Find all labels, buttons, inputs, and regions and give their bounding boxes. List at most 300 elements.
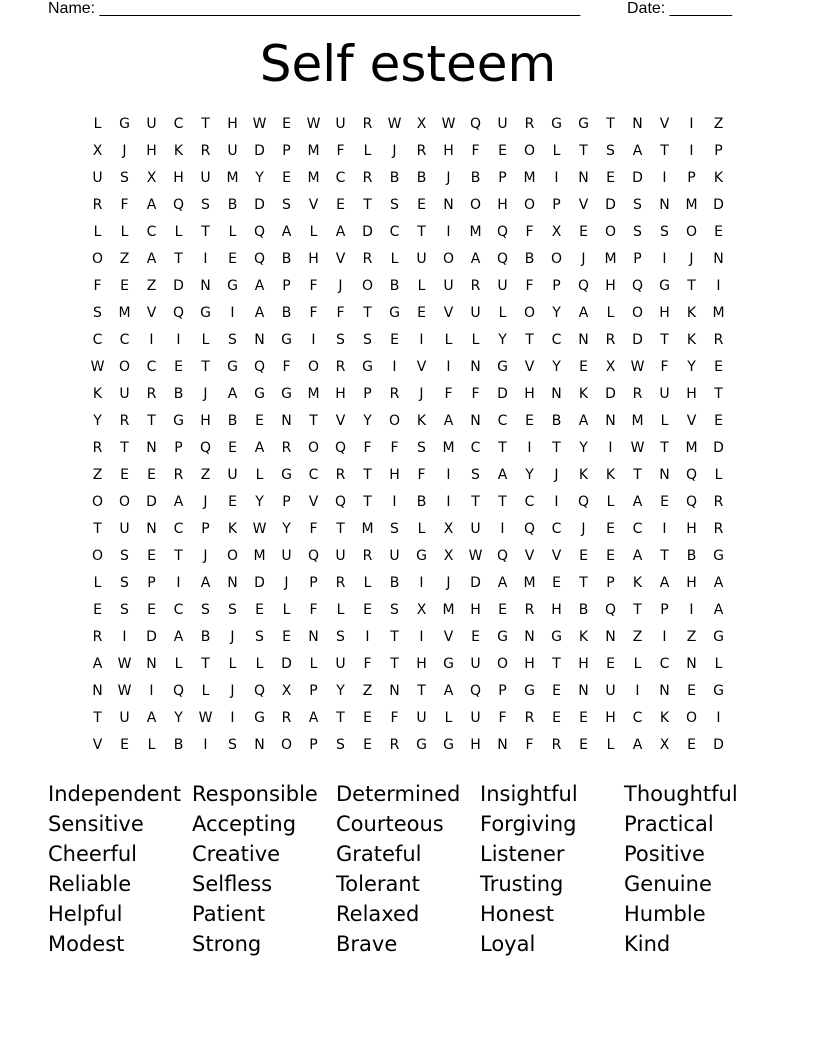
grid-letter: R	[713, 494, 724, 510]
word-bank-item: Thoughtful	[624, 782, 738, 806]
grid-letter: N	[686, 656, 697, 672]
grid-letter: P	[633, 251, 642, 267]
grid-letter: S	[201, 197, 210, 213]
grid-letter: E	[363, 737, 372, 753]
grid-letter: S	[417, 440, 426, 456]
grid-letter: Q	[631, 278, 644, 294]
grid-letter: A	[443, 683, 454, 699]
grid-letter: H	[200, 413, 211, 429]
grid-letter: T	[390, 629, 399, 645]
grid-letter: Q	[469, 116, 482, 132]
grid-letter: A	[308, 710, 319, 726]
grid-letter: U	[335, 656, 346, 672]
grid-letter: S	[390, 521, 399, 537]
grid-letter: I	[392, 359, 397, 375]
grid-letter: T	[417, 224, 426, 240]
grid-letter: B	[227, 413, 238, 429]
grid-letter: T	[201, 359, 210, 375]
name-field-label: Name: ______________________________________________________	[48, 0, 581, 17]
grid-letter: D	[173, 278, 184, 294]
grid-letter: Q	[199, 440, 212, 456]
grid-letter: O	[388, 413, 401, 429]
grid-letter: M	[307, 143, 320, 159]
grid-letter: E	[471, 629, 480, 645]
grid-letter: C	[551, 332, 562, 348]
grid-letter: J	[338, 278, 343, 294]
grid-letter: T	[93, 710, 102, 726]
grid-letter: I	[446, 467, 451, 483]
grid-letter: O	[226, 548, 239, 564]
grid-letter: F	[93, 278, 102, 294]
grid-letter: G	[281, 332, 292, 348]
grid-letter: G	[281, 386, 292, 402]
grid-letter: D	[713, 197, 724, 213]
word-bank-item: Sensitive	[48, 812, 144, 836]
grid-letter: E	[282, 170, 291, 186]
grid-letter: R	[362, 251, 373, 267]
word-bank-item: Reliable	[48, 872, 132, 896]
grid-letter: E	[660, 494, 669, 510]
grid-letter: V	[308, 494, 319, 510]
grid-letter: P	[201, 521, 210, 537]
grid-letter: T	[120, 440, 129, 456]
grid-letter: Y	[525, 467, 534, 483]
grid-letter: H	[686, 521, 697, 537]
grid-letter: T	[363, 494, 372, 510]
grid-letter: M	[442, 602, 455, 618]
grid-letter: S	[471, 467, 480, 483]
grid-letter: V	[659, 116, 670, 132]
grid-letter: I	[554, 494, 559, 510]
grid-letter: I	[446, 224, 451, 240]
grid-letter: I	[203, 737, 208, 753]
word-bank-item: Trusting	[480, 872, 564, 896]
word-bank-item: Tolerant	[336, 872, 420, 896]
grid-letter: O	[280, 737, 293, 753]
grid-letter: U	[470, 305, 481, 321]
grid-letter: L	[714, 656, 723, 672]
grid-letter: T	[336, 521, 345, 537]
grid-letter: I	[527, 440, 532, 456]
grid-letter: H	[416, 656, 427, 672]
grid-letter: I	[419, 629, 424, 645]
grid-letter: L	[255, 656, 264, 672]
grid-letter: R	[605, 332, 616, 348]
grid-letter: J	[203, 548, 208, 564]
grid-letter: A	[254, 440, 265, 456]
grid-letter: G	[713, 548, 724, 564]
grid-letter: F	[417, 467, 426, 483]
word-bank	[48, 779, 768, 959]
grid-letter: A	[497, 467, 508, 483]
grid-letter: R	[416, 143, 427, 159]
grid-letter: L	[417, 278, 426, 294]
word-bank-item: Honest	[480, 902, 555, 926]
grid-letter: W	[198, 710, 213, 726]
grid-letter: R	[335, 359, 346, 375]
grid-letter: G	[497, 359, 508, 375]
grid-letter: V	[524, 359, 535, 375]
grid-letter: D	[146, 494, 157, 510]
grid-letter: I	[500, 521, 505, 537]
grid-letter: Q	[685, 467, 698, 483]
grid-letter: O	[631, 305, 644, 321]
grid-letter: L	[714, 467, 723, 483]
grid-letter: I	[662, 521, 667, 537]
grid-letter: I	[419, 332, 424, 348]
grid-letter: E	[417, 305, 426, 321]
grid-letter: M	[226, 170, 239, 186]
grid-letter: V	[416, 359, 427, 375]
grid-letter: E	[147, 548, 156, 564]
word-bank-item: Accepting	[192, 812, 297, 836]
grid-letter: B	[389, 575, 400, 591]
grid-letter: Y	[255, 170, 264, 186]
grid-letter: G	[173, 413, 184, 429]
grid-letter: K	[659, 710, 670, 726]
grid-letter: F	[444, 386, 453, 402]
grid-letter: G	[713, 683, 724, 699]
grid-letter: B	[389, 170, 400, 186]
grid-letter: O	[523, 197, 536, 213]
grid-letter: F	[525, 278, 534, 294]
grid-letter: S	[633, 224, 642, 240]
grid-letter: U	[470, 521, 481, 537]
grid-letter: F	[471, 143, 480, 159]
grid-letter: U	[497, 116, 508, 132]
grid-letter: R	[362, 170, 373, 186]
grid-letter: Q	[307, 548, 320, 564]
grid-letter: L	[174, 224, 183, 240]
grid-letter: A	[578, 305, 589, 321]
grid-letter: B	[173, 386, 184, 402]
grid-letter: I	[608, 440, 613, 456]
grid-letter: H	[551, 602, 562, 618]
grid-letter: N	[659, 467, 670, 483]
word-bank-item: Listener	[480, 842, 565, 866]
grid-letter: R	[92, 440, 103, 456]
grid-letter: A	[254, 305, 265, 321]
grid-letter: U	[119, 386, 130, 402]
grid-letter: E	[174, 359, 183, 375]
grid-letter: I	[662, 629, 667, 645]
grid-letter: N	[308, 629, 319, 645]
grid-letter: E	[606, 548, 615, 564]
grid-letter: L	[255, 467, 264, 483]
grid-letter: G	[713, 629, 724, 645]
grid-letter: X	[551, 224, 562, 240]
grid-letter: D	[605, 197, 616, 213]
grid-letter: E	[120, 467, 129, 483]
grid-letter: H	[686, 575, 697, 591]
grid-letter: A	[632, 548, 643, 564]
grid-letter: E	[228, 251, 237, 267]
grid-letter: G	[254, 386, 265, 402]
grid-letter: E	[552, 710, 561, 726]
grid-letter: Y	[552, 359, 561, 375]
grid-letter: U	[470, 710, 481, 726]
grid-letter: I	[392, 494, 397, 510]
grid-letter: L	[444, 710, 453, 726]
grid-letter: B	[416, 170, 427, 186]
grid-letter: S	[120, 602, 129, 618]
grid-letter: J	[284, 575, 289, 591]
grid-letter: U	[416, 251, 427, 267]
grid-letter: R	[335, 575, 346, 591]
grid-letter: W	[387, 116, 402, 132]
grid-letter: E	[282, 629, 291, 645]
grid-letter: S	[606, 143, 615, 159]
grid-letter: H	[173, 170, 184, 186]
grid-letter: T	[552, 656, 561, 672]
grid-letter: J	[392, 143, 397, 159]
grid-letter: X	[443, 521, 454, 537]
grid-letter: Q	[172, 683, 185, 699]
grid-letter: V	[578, 197, 589, 213]
grid-letter: L	[201, 332, 210, 348]
grid-letter: I	[365, 629, 370, 645]
grid-letter: F	[390, 440, 399, 456]
grid-letter: F	[336, 305, 345, 321]
grid-letter: I	[203, 251, 208, 267]
grid-letter: P	[660, 602, 669, 618]
grid-letter: W	[90, 359, 105, 375]
grid-letter: I	[689, 602, 694, 618]
grid-letter: E	[147, 467, 156, 483]
grid-letter: U	[605, 683, 616, 699]
grid-letter: D	[605, 386, 616, 402]
grid-letter: E	[579, 737, 588, 753]
grid-letter: L	[282, 602, 291, 618]
grid-letter: B	[578, 602, 589, 618]
grid-letter: S	[255, 629, 264, 645]
grid-letter: N	[443, 197, 454, 213]
grid-letter: N	[659, 683, 670, 699]
grid-letter: I	[311, 332, 316, 348]
grid-letter: W	[117, 683, 132, 699]
grid-letter: D	[254, 197, 265, 213]
grid-letter: H	[470, 602, 481, 618]
word-search-grid	[84, 111, 732, 759]
grid-letter: Q	[496, 548, 509, 564]
grid-letter: J	[581, 251, 586, 267]
grid-letter: L	[228, 224, 237, 240]
grid-letter: N	[605, 629, 616, 645]
grid-letter: V	[443, 305, 454, 321]
grid-letter: M	[604, 251, 617, 267]
grid-letter: R	[119, 413, 130, 429]
grid-letter: N	[524, 629, 535, 645]
grid-letter: A	[146, 197, 157, 213]
grid-letter: T	[417, 683, 426, 699]
grid-letter: P	[363, 386, 372, 402]
grid-letter: H	[389, 467, 400, 483]
grid-letter: M	[631, 413, 644, 429]
grid-letter: X	[416, 116, 427, 132]
grid-letter: S	[363, 332, 372, 348]
grid-letter: A	[713, 575, 724, 591]
grid-letter: D	[632, 170, 643, 186]
grid-letter: S	[390, 602, 399, 618]
grid-letter: C	[146, 224, 157, 240]
grid-letter: E	[363, 602, 372, 618]
grid-letter: V	[551, 548, 562, 564]
grid-letter: B	[416, 494, 427, 510]
grid-letter: L	[309, 656, 318, 672]
grid-letter: H	[146, 143, 157, 159]
grid-letter: J	[446, 575, 451, 591]
grid-letter: C	[92, 332, 103, 348]
grid-letter: L	[363, 143, 372, 159]
grid-letter: L	[498, 305, 507, 321]
grid-letter: V	[524, 548, 535, 564]
grid-letter: K	[578, 467, 589, 483]
grid-letter: Y	[174, 710, 183, 726]
grid-letter: Q	[577, 494, 590, 510]
word-bank-item: Humble	[624, 902, 706, 926]
grid-letter: E	[714, 413, 723, 429]
grid-letter: D	[281, 656, 292, 672]
grid-letter: T	[390, 656, 399, 672]
grid-letter: I	[554, 170, 559, 186]
grid-letter: C	[524, 494, 535, 510]
grid-letter: P	[309, 737, 318, 753]
grid-letter: Q	[604, 602, 617, 618]
grid-letter: J	[230, 683, 235, 699]
grid-letter: N	[254, 332, 265, 348]
grid-letter: E	[255, 602, 264, 618]
grid-letter: D	[146, 629, 157, 645]
grid-letter: P	[687, 170, 696, 186]
grid-letter: T	[471, 494, 480, 510]
grid-letter: P	[498, 683, 507, 699]
word-bank-item: Strong	[192, 932, 262, 956]
grid-letter: Q	[334, 440, 347, 456]
grid-letter: S	[228, 602, 237, 618]
grid-letter: A	[470, 251, 481, 267]
grid-letter: D	[470, 575, 481, 591]
grid-letter: U	[443, 278, 454, 294]
grid-letter: A	[659, 575, 670, 591]
grid-letter: F	[525, 737, 534, 753]
grid-letter: N	[551, 386, 562, 402]
grid-letter: B	[200, 629, 211, 645]
grid-letter: Q	[172, 305, 185, 321]
grid-letter: I	[716, 278, 721, 294]
grid-letter: S	[93, 305, 102, 321]
grid-letter: R	[524, 116, 535, 132]
grid-letter: F	[363, 440, 372, 456]
grid-letter: M	[469, 224, 482, 240]
grid-letter: A	[146, 710, 157, 726]
grid-letter: T	[633, 602, 642, 618]
grid-letter: E	[687, 683, 696, 699]
grid-letter: S	[336, 332, 345, 348]
grid-letter: Q	[469, 683, 482, 699]
grid-letter: A	[632, 143, 643, 159]
grid-letter: Q	[253, 359, 266, 375]
grid-letter: T	[633, 467, 642, 483]
grid-letter: H	[524, 656, 535, 672]
word-bank-item: Courteous	[336, 812, 444, 836]
grid-letter: R	[281, 440, 292, 456]
grid-letter: P	[552, 197, 561, 213]
grid-letter: P	[714, 143, 723, 159]
grid-letter: Y	[336, 683, 345, 699]
grid-letter: N	[578, 332, 589, 348]
word-bank-item: Independent	[48, 782, 182, 806]
grid-letter: H	[659, 305, 670, 321]
grid-letter: P	[174, 440, 183, 456]
grid-letter: D	[713, 737, 724, 753]
grid-letter: P	[606, 575, 615, 591]
grid-letter: M	[523, 170, 536, 186]
grid-letter: O	[685, 710, 698, 726]
grid-letter: N	[632, 116, 643, 132]
grid-letter: Z	[362, 683, 373, 699]
grid-letter: T	[714, 386, 723, 402]
grid-letter: G	[200, 305, 211, 321]
grid-letter: N	[578, 170, 589, 186]
grid-letter: O	[496, 656, 509, 672]
grid-letter: S	[390, 197, 399, 213]
grid-letter: O	[361, 278, 374, 294]
grid-letter: I	[662, 251, 667, 267]
grid-letter: R	[173, 467, 184, 483]
grid-letter: L	[417, 521, 426, 537]
grid-letter: N	[470, 359, 481, 375]
grid-letter: B	[281, 251, 292, 267]
grid-letter: P	[282, 143, 291, 159]
grid-letter: P	[282, 278, 291, 294]
grid-letter: R	[389, 386, 400, 402]
grid-letter: L	[93, 116, 102, 132]
grid-letter: J	[419, 386, 424, 402]
grid-letter: C	[146, 359, 157, 375]
grid-letter: A	[443, 413, 454, 429]
grid-letter: T	[660, 143, 669, 159]
grid-letter: C	[551, 521, 562, 537]
grid-letter: N	[146, 521, 157, 537]
grid-letter: L	[660, 413, 669, 429]
grid-letter: C	[173, 116, 184, 132]
grid-letter: C	[389, 224, 400, 240]
grid-letter: T	[660, 440, 669, 456]
grid-letter: Y	[363, 413, 372, 429]
grid-letter: N	[92, 683, 103, 699]
word-bank-item: Kind	[624, 932, 671, 956]
grid-letter: A	[335, 224, 346, 240]
grid-letter: L	[363, 575, 372, 591]
grid-letter: K	[173, 143, 184, 159]
grid-letter: N	[497, 737, 508, 753]
grid-letter: E	[417, 197, 426, 213]
grid-letter: U	[659, 386, 670, 402]
grid-letter: S	[336, 629, 345, 645]
grid-letter: R	[551, 737, 562, 753]
grid-letter: A	[200, 575, 211, 591]
word-bank-item: Practical	[624, 812, 714, 836]
grid-letter: T	[147, 413, 156, 429]
grid-letter: J	[203, 494, 208, 510]
grid-letter: E	[120, 278, 129, 294]
grid-letter: E	[228, 440, 237, 456]
grid-letter: G	[416, 737, 427, 753]
grid-letter: U	[389, 548, 400, 564]
grid-letter: K	[686, 305, 697, 321]
grid-letter: G	[389, 305, 400, 321]
grid-letter: X	[281, 683, 292, 699]
